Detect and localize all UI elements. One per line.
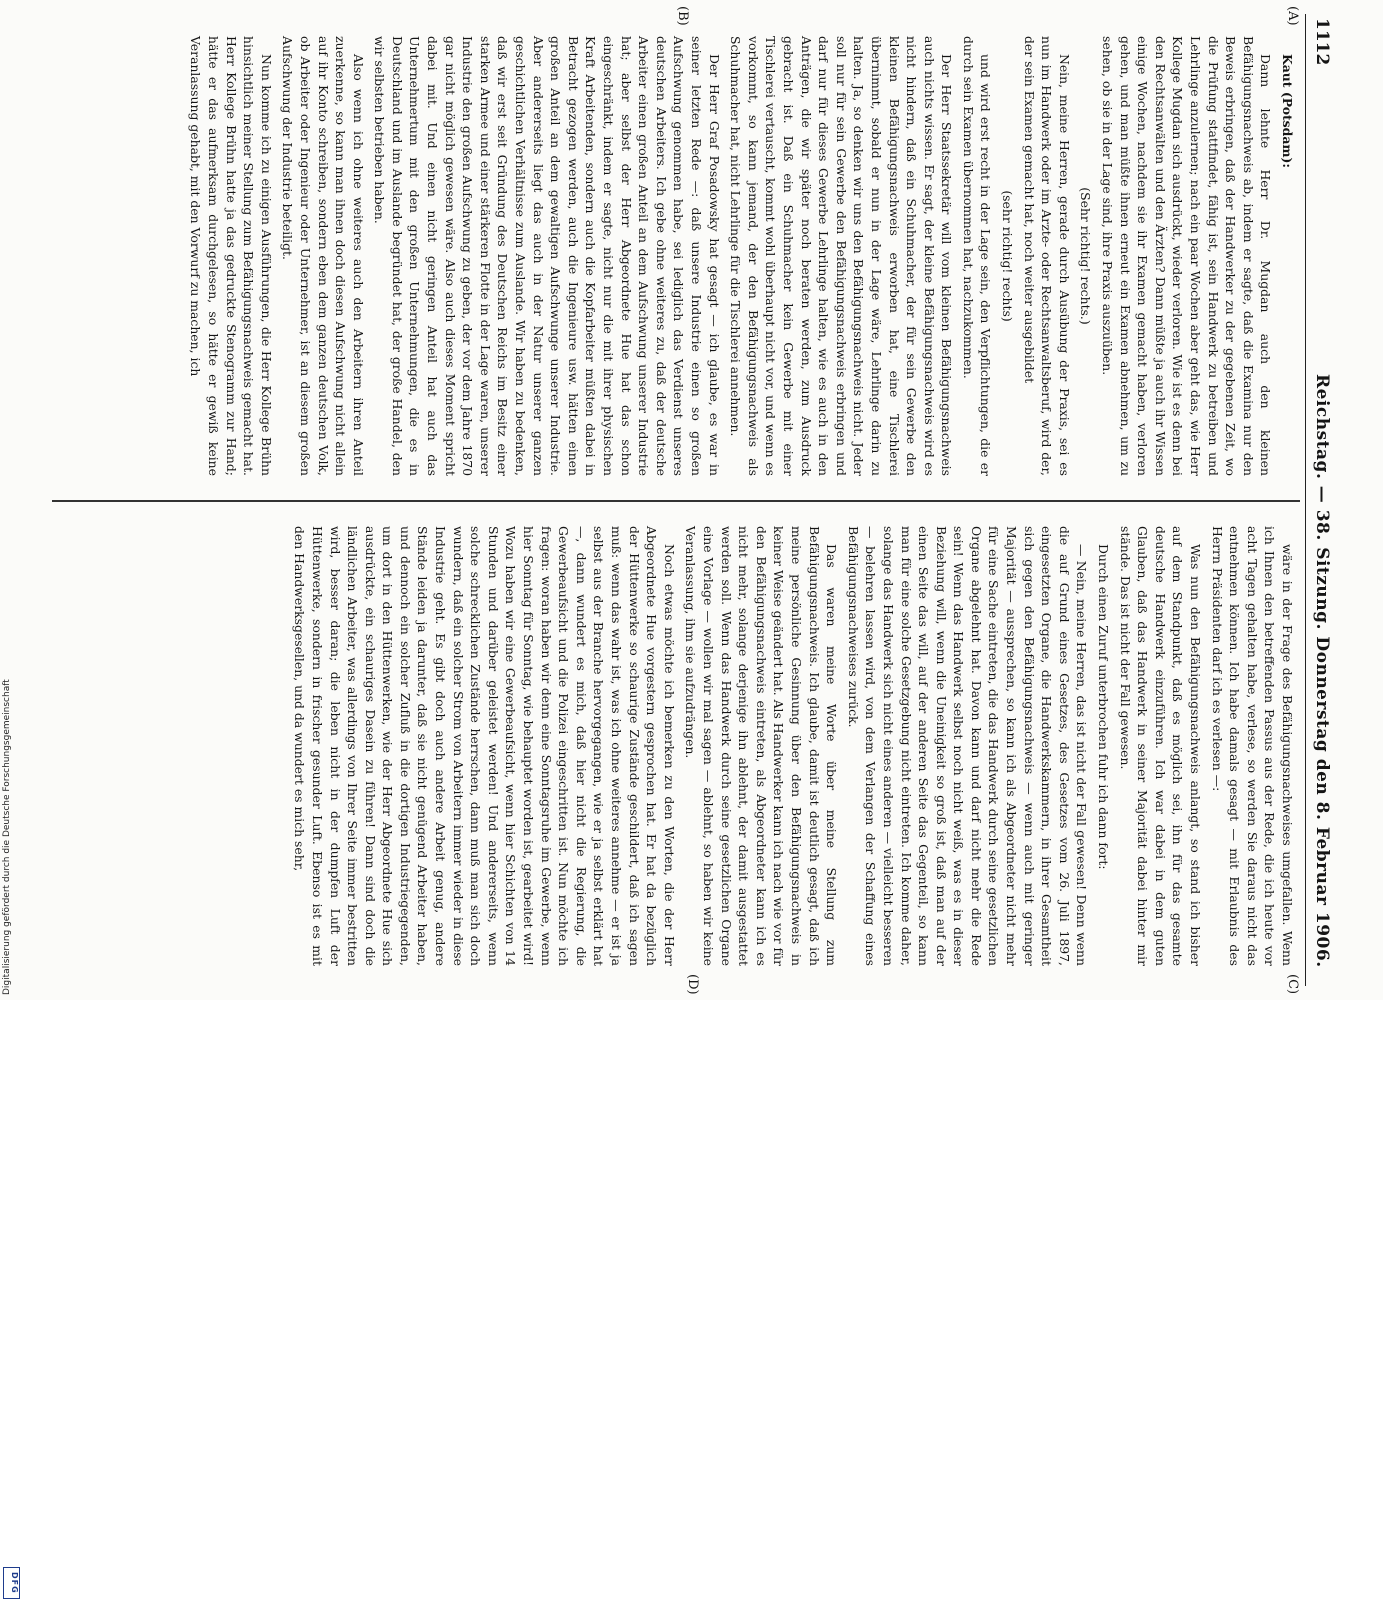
paragraph bbox=[1077, 36, 1095, 476]
digitization-footer bbox=[0, 605, 22, 1594]
paragraph-text: Nein, meine Herren, gerade durch Ausübung der Praxis, sei es nun im Handwerk oder im Arzte- oder Rechtsanwaltsberuf, wird der, der sein Examen gemacht hat, noch weiter ausgebildet bbox=[1021, 36, 1072, 476]
dfg-logo bbox=[3, 1567, 20, 1599]
text-column-right bbox=[56, 526, 1296, 966]
margin-mark-c: (C) bbox=[1285, 974, 1300, 995]
paragraph-text: — Nein, meine Herren, das ist nicht der Fall gewesen! Denn wenn die auf Grund eines Gesetzes, des Gesetzes vom 26. Juli 1897, eingesetzten Organe, die Handwerkskammern, in ihrer Gesamtheit sich gegen den Befähigungsnachweis — wenn auch mit geringer Majorität — aussprechen, so kann ich als Abgeordneter nicht mehr für eine Sache eintreten, die das Handwerk durch seine gesetzlichen Organe abgelehnt hat. Davon kann und darf nicht mehr die Rede sein! Wenn das Handwerk selbst noch nicht weiß, was es in dieser Beziehung will, wenn die Uneinigkeit so groß ist, daß man auf der einen Seite das will, auf der anderen Seite das Gegenteil, so kann man für eine solche Gesetzgebung nicht eintreten. Ich komme daher, solange das Handwerk sich nicht eines anderen — vielleicht besseren — belehren lassen wird, von dem Verlangen der Schaffung eines Befähigungsnachweises zurück. bbox=[845, 526, 1090, 966]
paragraph-text: Der Herr Graf Posadowsky hat gesagt — ich glaube, es war in seiner letzten Rede —: daß unsere Industrie einen so großen Aufschwung genommen habe, sei lediglich das Verdienst unseres deutschen Arbeiters. Ich gebe ohne weiteres zu, daß der deutsche Arbeiter einen großen Anteil an dem Aufschwung unserer Industrie hat; aber selbst der Herr Abgeordnete Hue hat das schon eingeschränkt, indem er sagte, nicht nur die mit ihrer physischen Kraft Arbeitenden, sondern auch die Kopfarbeiter müßten dabei in Betracht gezogen werden, auch die Ingenieure usw. hätten einen großen Anteil an dem gewaltigen Aufschwunge unserer Industrie. Aber andererseits liegt das auch in der Natur unserer ganzen geschichtlichen Verhältnisse zum Auslande. Wir haben zu bedenken, daß wir erst seit Gründung des Deutschen Reichs im Besitz einer starken Armee und einer stärkeren Flotte in der Lage waren, unserer Industrie den großen Aufschwung zu geben, der vor dem Jahre 1870 gar nicht möglich gewesen wäre. Also auch dieses Moment spricht dabei mit. Und einen nicht geringen Anteil hat auch das Unternehmertum mit den großen Unternehmungen, die es in Deutschland und im Auslande begründet hat, der große Handel, den wir selbsten betrieben haben. bbox=[372, 36, 722, 476]
paragraph bbox=[1020, 36, 1073, 476]
paragraph bbox=[279, 36, 367, 476]
paragraph bbox=[1208, 526, 1296, 966]
page-title: Reichstag. — 38. Sitzung. Donnerstag den 8. Februar 1906. bbox=[1312, 374, 1332, 968]
page-number: 1112 bbox=[1312, 18, 1332, 66]
paragraph bbox=[727, 36, 956, 476]
paragraph bbox=[1094, 526, 1112, 966]
paragraph-text: Durch einen Zuruf unterbrochen fuhr ich dann fort: bbox=[1096, 544, 1112, 870]
paragraph-text: (sehr richtig! rechts) bbox=[1000, 190, 1016, 322]
paragraph-text: Dann lehnte Herr Dr. Mugdan auch den kleinen Befähigungsnachweis ab, indem er sagte, daß die Examina nur den Beweis erbringen, daß der Handwerker zu der gegebenen Zeit, wo die Prüfung stattfindet, fähig ist, sein Handwerk zu betreiben und Lehrlinge anzulernen; nach ein paar Wochen aber geht das, wie Herr Kollege Mugdan sich ausdrückt, wieder verloren. Wie ist es denn bei den Rechtsanwälten und den Ärzten? Dann müßte ja auch ihr Wissen einige Wochen, nachdem sie ihr Examen gemacht haben, verloren gehen, und man müßte ihnen erneut ein Examen abnehmen, um zu sehen, ob sie in der Lage sind, ihre Praxis auszuüben. bbox=[1100, 36, 1274, 476]
footer-credit: Digitalisierung gefördert durch die Deutsche Forschungsgemeinschaft bbox=[2, 679, 12, 995]
paragraph-text: Was nun den Befähigungsnachweis anlangt, so stand ich bisher auf dem Standpunkt, daß es möglich sei, ihn für das gesamte deutsche Handwerk einzuführen. Ich war dabei in dem guten Glauben, daß das Handwerk in seiner Majorität dabei hinter mir stände. Das ist nicht der Fall gewesen. bbox=[1117, 526, 1204, 966]
paragraph bbox=[1098, 36, 1274, 476]
paragraph bbox=[1278, 36, 1296, 476]
paragraph bbox=[959, 36, 994, 476]
paragraph-text: und wird erst recht in der Lage sein, den Verpflichtungen, die er durch sein Examen übernommen hat, nachzukommen. bbox=[960, 36, 994, 476]
paragraph bbox=[371, 36, 723, 476]
paragraph-text: Also wenn ich ohne weiteres auch den Arbeitern ihren Anteil zuerkenne, so kann man ihnen doch diesen Aufschwung nicht allein auf ihr Konto schreiben, sondern eben dem ganzen deutschen Volk, ob Arbeiter oder Ingenieur oder Unternehmer, ist an diesem großen Aufschwung der Industrie beteiligt. bbox=[280, 36, 366, 476]
paragraph-text: (Sehr richtig! rechts.) bbox=[1078, 187, 1094, 325]
margin-mark-d: (D) bbox=[685, 974, 700, 995]
speaker-name: Kaut (Potsdam): bbox=[1280, 54, 1295, 168]
paragraph bbox=[291, 526, 678, 966]
dfg-logo-text: DFG bbox=[10, 1572, 19, 1594]
margin-mark-b: (B) bbox=[675, 6, 690, 26]
paragraph bbox=[1116, 526, 1204, 966]
paragraph bbox=[682, 526, 840, 966]
paragraph bbox=[844, 526, 1090, 966]
text-column-left bbox=[56, 36, 1296, 476]
document-page bbox=[40, 6, 1340, 995]
column-divider bbox=[52, 500, 1300, 502]
paragraph bbox=[999, 36, 1017, 476]
paragraph-text: wäre in der Frage des Befähigungsnachweises umgefallen. Wenn ich Ihnen den betreffenden Passus aus der Rede, die ich heute vor acht Tagen gehalten habe, verlese, so werden Sie daraus nicht das entnehmen können. Ich habe damals gesagt — mit Erlaubnis des Herrn Präsidenten darf ich es verlesen —: bbox=[1209, 526, 1295, 966]
paragraph-text: Noch etwas möchte ich bemerken zu den Worten, die der Herr Abgeordnete Hue vorgestern gesprochen hat. Er hat da bezüglich der Hüttenwerke so schaurige Zustände geschildert, daß ich sagen muß: wenn das wahr ist, was ich ohne weiteres annehme — er ist ja selbst aus der Branche hervorgegangen, wie er ja selbst erklärt hat —, dann wundert es mich, daß hier nicht die Regierung, die Gewerbeaufsicht und die Polizei eingeschritten ist. Nun möchte ich fragen: woran haben wir denn eine Sonntagsruhe im Gewerbe, wenn hier Sonntag für Sonntag, wie behauptet worden ist, gearbeitet wird! Wozu haben wir eine Gewerbeaufsicht, wenn hier Schichten von 14 Stunden und darüber geleistet werden! Und andererseits, wenn solche schrecklichen Zustände herrschen, dann muß man sich doch wundern, daß ein solcher Strom von Arbeitern immer wieder in diese Industrie geht. Es gibt doch auch andere Arbeit genug, andere Stände leiden ja darunter, daß sie nicht genügend Arbeiter haben, und dennoch ein solcher Zufluß in die dortigen Industriegegenden, um dort in den Hüttenwerken, wie der Herr Abgeordnete Hue sich ausdrückte, ein schauriges Dasein zu führen! Dann sind doch die ländlichen Arbeiter, was allerdings von Ihrer Seite immer bestritten wird, besser daran; die leben nicht in der dumpfen Luft der Hüttenwerke, sondern in frischer gesunder Luft. Ebenso ist es mit den Handwerksgesellen, und da wundert es mich sehr, bbox=[292, 526, 677, 966]
paragraph-text: Der Herr Staatssekretär will vom kleinen Befähigungsnachweis auch nichts wissen. Er sagt, der kleine Befähigungsnachweis wird es nicht hindern, daß ein Schuhmacher, der für sein Gewerbe den kleinen Befähigungsnachweis erworben hat, eine Tischlerei übernimmt, sobald er nun in der Lage wäre, Lehrlinge darin zu halten. Ja, so denken wir uns den Befähigungsnachweis nicht. Jeder soll nur für sein Gewerbe den Befähigungsnachweis erbringen und darf nur für dieses Gewerbe Lehrlinge halten, wie es auch in den Anträgen, die wir später noch beraten werden, zum Ausdruck gebracht ist. Daß ein Schuhmacher kein Gewerbe mit einer Tischlerei vertauscht, kommt wohl überhaupt nicht vor, und wenn es vorkommt, so kann jemand, der den Befähigungsnachweis als Schuhmacher hat, nicht Lehrlinge für die Tischlerei annehmen. bbox=[728, 36, 955, 476]
margin-mark-a: (A) bbox=[1285, 6, 1300, 26]
paragraph bbox=[187, 36, 275, 476]
page-header bbox=[1305, 14, 1340, 986]
paragraph-text: Das waren meine Worte über meine Stellung zum Befähigungsnachweis. Ich glaube, damit ist deutlich gesagt, daß ich meine persönliche Gesinnung über den Befähigungsnachweis in keiner Weise geändert hat. Als Handwerker kann ich nach wie vor für den Befähigungsnachweis eintreten, als Abgeordneter kann ich es nicht mehr, solange derjenige ihn ablehnt, der damit ausgestattet werden soll. Wenn das Handwerk durch seine gesetzlichen Organe eine Vorlage — wollen wir mal sagen — ablehnt, so haben wir keine Veranlassung, ihm sie aufzudrängen. bbox=[683, 526, 840, 966]
paragraph-text: Nun komme ich zu einigen Ausführungen, die Herr Kollege Brühn hinsichtlich meiner Stellung zum Befähigungsnachweis gemacht hat. Herr Kollege Brühn hatte ja das gedruckte Stenogramm zur Hand; hätte er das aufmerksam durchgelesen, so hätte er gewiß keine Veranlassung gehabt, mit den Vorwurf zu machen, ich bbox=[188, 36, 274, 476]
